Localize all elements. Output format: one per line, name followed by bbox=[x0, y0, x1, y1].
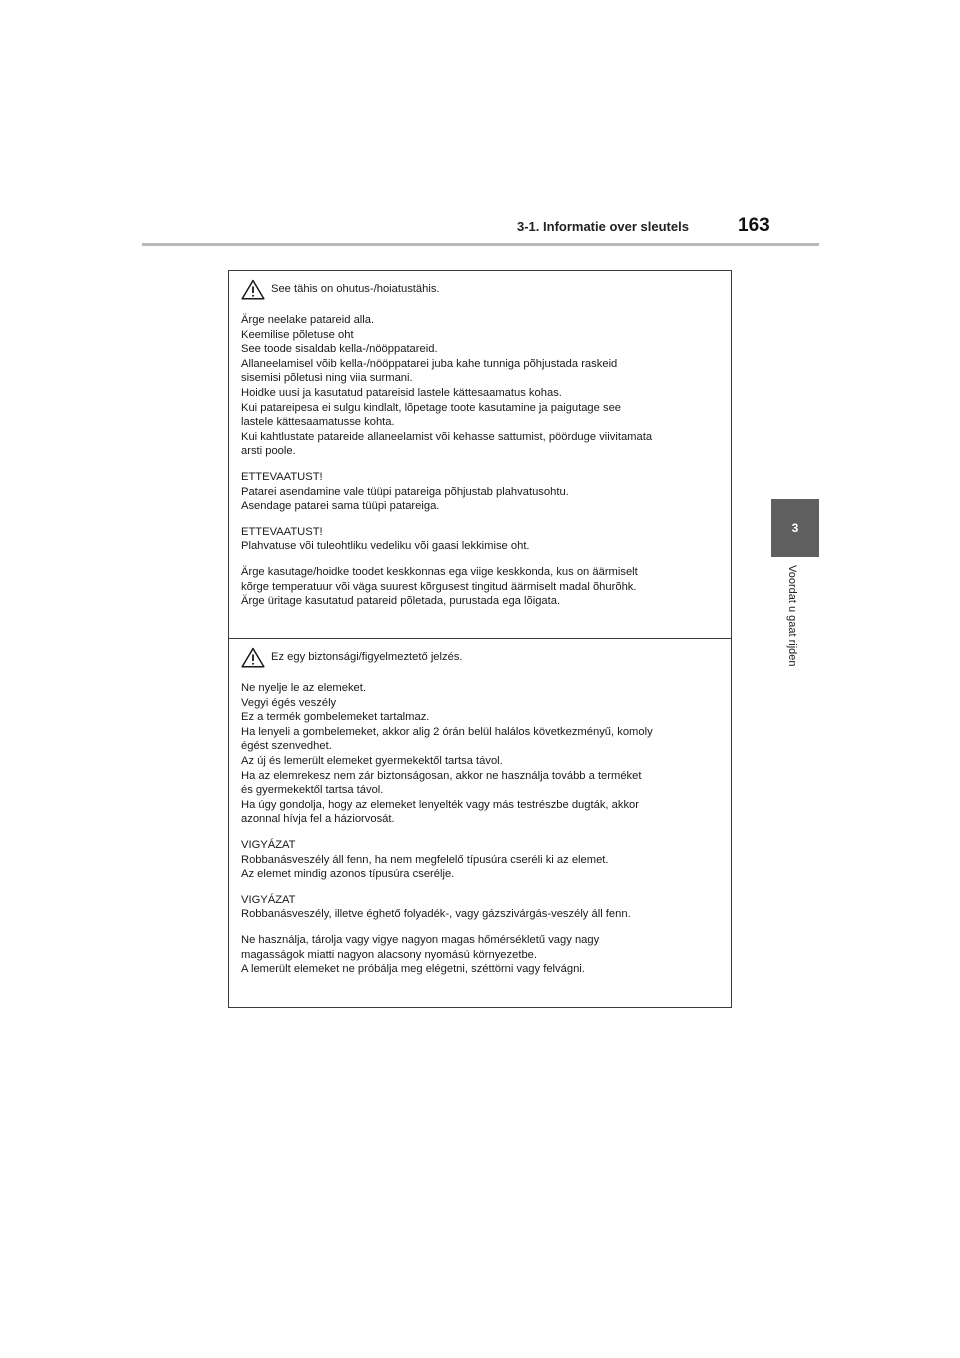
warning-text-line: Keemilise põletuse oht bbox=[241, 328, 354, 341]
warning-text-line: Ärge üritage kasutatud patareid põletada, purustada ega lõigata. bbox=[241, 595, 561, 608]
warning-text-line: azonnal hívja fel a háziorvosát. bbox=[241, 813, 395, 826]
warning-text-line: Ha az elemrekesz nem zár biztonságosan, akkor ne használja tovább a terméket bbox=[241, 769, 642, 782]
hungarian-warning-section bbox=[229, 638, 731, 1007]
warning-text-line: Ha úgy gondolja, hogy az elemeket lenyelték vagy más testrészbe dugták, akkor bbox=[241, 798, 639, 811]
warning-triangle-icon bbox=[241, 647, 265, 668]
warning-paragraph bbox=[241, 933, 719, 977]
warning-text-line: Allaneelamisel võib kella-/nööppatarei juba kahe tunniga põhjustada raskeid bbox=[241, 357, 618, 370]
warning-paragraph bbox=[241, 893, 719, 922]
warning-text-line: See toode sisaldab kella-/nööppatareid. bbox=[241, 343, 438, 356]
warning-text-line: Ez a termék gombelemeket tartalmaz. bbox=[241, 711, 430, 724]
warning-text-line: VIGYÁZAT bbox=[241, 838, 296, 851]
safety-symbol-text: Ez egy biztonsági/figyelmeztető jelzés. bbox=[271, 650, 463, 663]
warning-text-line: Asendage patarei sama tüüpi patareiga. bbox=[241, 500, 440, 513]
warning-text-line: ETTEVAATUST! bbox=[241, 470, 323, 483]
warning-text-line: Ne nyelje le az elemeket. bbox=[241, 682, 366, 694]
safety-symbol-text: See tähis on ohutus-/hoiatustähis. bbox=[271, 282, 440, 295]
warning-text-line: sisemisi põletusi ning viia surmani. bbox=[241, 372, 413, 385]
warning-text-line: és gyermekektől tartsa távol. bbox=[241, 784, 384, 797]
warning-paragraph bbox=[241, 838, 719, 882]
warning-text-line: Patarei asendamine vale tüüpi patareiga põhjustab plahvatusohtu. bbox=[241, 485, 569, 498]
warning-text-line: Az új és lemerült elemeket gyermekektől tartsa távol. bbox=[241, 754, 503, 767]
warning-text-line: Kui kahtlustate patareide allaneelamist või kehasse sattumist, pöörduge viivitamata bbox=[241, 430, 653, 443]
warning-paragraph bbox=[241, 525, 719, 554]
safety-symbol-row bbox=[241, 644, 719, 670]
warning-paragraphs bbox=[241, 313, 719, 609]
page-number: 163 bbox=[738, 215, 770, 236]
warning-paragraph bbox=[241, 313, 719, 459]
warning-text-line: VIGYÁZAT bbox=[241, 893, 296, 906]
safety-symbol-row bbox=[241, 276, 719, 302]
warning-paragraph bbox=[241, 470, 719, 514]
warning-text-line: Robbanásveszély áll fenn, ha nem megfelelő típusúra cseréli ki az elemet. bbox=[241, 853, 609, 866]
warning-text-line: Ärge kasutage/hoidke toodet keskkonnas ega viige keskkonda, kus on äärmiselt bbox=[241, 565, 638, 578]
warning-text-line: kõrge temperatuur või väga suurest kõrgusest tingitud äärmiselt madal õhurõhk. bbox=[241, 580, 637, 593]
warning-text-line: A lemerült elemeket ne próbálja meg elégetni, széttörni vagy felvágni. bbox=[241, 963, 585, 976]
warning-text-line: égést szenvedhet. bbox=[241, 740, 332, 753]
chapter-number-tab: 3 bbox=[771, 499, 819, 557]
warning-text-line: lastele kättesaamatusse kohta. bbox=[241, 416, 395, 429]
warning-paragraph bbox=[241, 681, 719, 827]
warning-text-line: Plahvatuse või tuleohtliku vedeliku või gaasi lekkimise oht. bbox=[241, 540, 530, 553]
warning-text-line: Ha lenyeli a gombelemeket, akkor alig 2 órán belül halálos következményű, komoly bbox=[241, 725, 653, 738]
header-divider bbox=[142, 243, 819, 246]
warning-paragraph bbox=[241, 565, 719, 609]
estonian-warning-section bbox=[229, 271, 731, 638]
battery-warning-box bbox=[228, 270, 732, 1008]
warning-text-line: Hoidke uusi ja kasutatud patareisid lastele kättesaamatus kohas. bbox=[241, 386, 562, 399]
section-title: 3-1. Informatie over sleutels bbox=[517, 219, 689, 234]
warning-text-line: Kui patareipesa ei sulgu kindlalt, lõpetage toote kasutamine ja paigutage see bbox=[241, 401, 622, 414]
warning-triangle-icon bbox=[241, 279, 265, 300]
warning-text-line: ETTEVAATUST! bbox=[241, 525, 323, 538]
warning-text-line: Ne használja, tárolja vagy vigye nagyon magas hőmérsékletű vagy nagy bbox=[241, 933, 600, 946]
chapter-title-vertical: Voordat u gaat rijden bbox=[786, 565, 798, 667]
warning-text-line: Ärge neelake patareid alla. bbox=[241, 314, 375, 326]
warning-text-line: Az elemet mindig azonos típusúra cserélje. bbox=[241, 868, 455, 881]
warning-text-line: Vegyi égés veszély bbox=[241, 696, 337, 709]
warning-text-line: Robbanásveszély, illetve éghető folyadék-, vagy gázszivárgás-veszély áll fenn. bbox=[241, 908, 631, 921]
warning-text-line: magasságok miatti nagyon alacsony nyomású környezetbe. bbox=[241, 948, 538, 961]
warning-text-line: arsti poole. bbox=[241, 445, 296, 458]
warning-paragraphs bbox=[241, 681, 719, 977]
